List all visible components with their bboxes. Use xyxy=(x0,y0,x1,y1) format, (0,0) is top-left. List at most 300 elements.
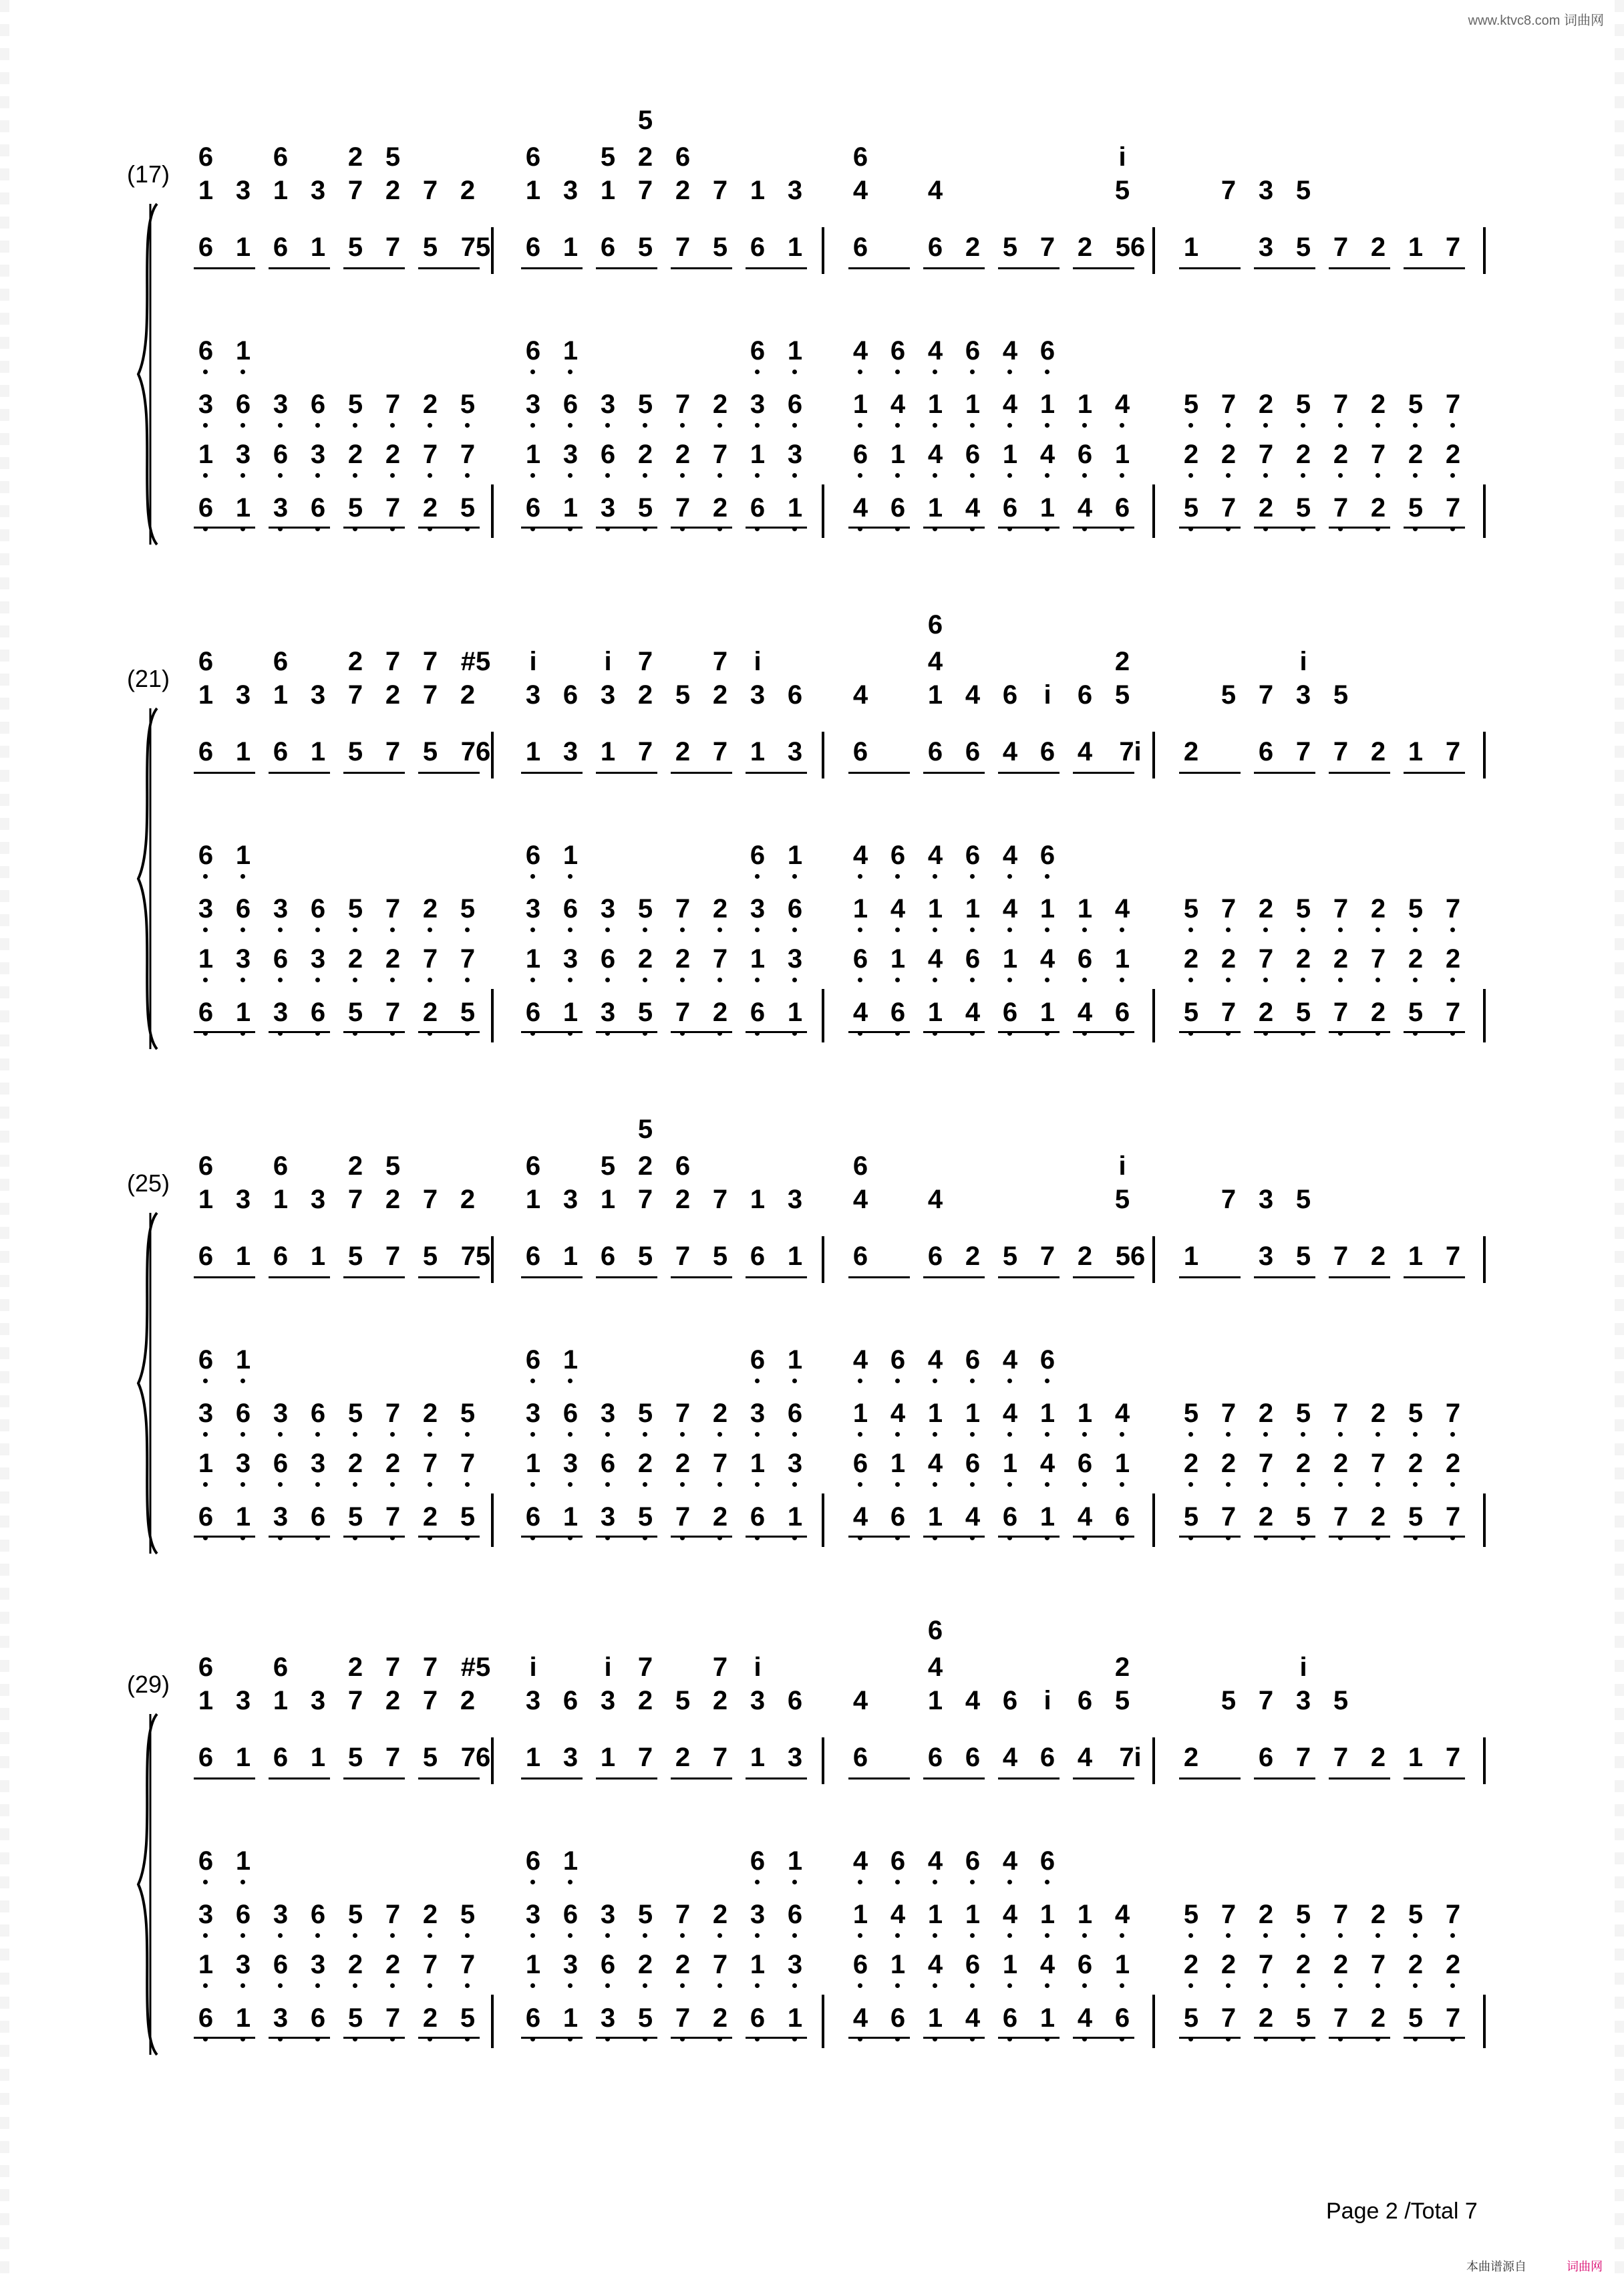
bass-note: 1 xyxy=(525,1950,541,1979)
bass-note: 6 xyxy=(600,440,616,469)
octave-dot xyxy=(933,1379,937,1383)
octave-dot xyxy=(1413,1983,1418,1988)
bass-note: 5 xyxy=(1183,1399,1199,1428)
bass-note: 7 xyxy=(1221,390,1237,419)
bass-note: 6 xyxy=(890,1345,906,1375)
octave-dot xyxy=(1007,1983,1012,1988)
bass-note: 7 xyxy=(712,440,728,469)
bass-beam xyxy=(194,1536,255,1538)
octave-dot xyxy=(605,1432,610,1437)
bass-note: 4 xyxy=(1002,1345,1018,1375)
octave-dot xyxy=(1082,978,1087,982)
treble-note: 2 xyxy=(1077,1242,1093,1271)
treble-note: 6 xyxy=(1002,1686,1018,1715)
bass-note: 1 xyxy=(1114,1449,1130,1478)
octave-dot xyxy=(568,1933,573,1938)
octave-dot xyxy=(970,874,975,879)
treble-note: 6 xyxy=(852,1242,868,1271)
octave-dot xyxy=(755,1880,760,1884)
treble-barline xyxy=(1483,1236,1486,1283)
bass-note: 5 xyxy=(460,2003,476,2033)
octave-dot xyxy=(1375,1432,1380,1437)
octave-dot xyxy=(203,1983,208,1988)
octave-dot xyxy=(970,1983,975,1988)
octave-dot xyxy=(568,978,573,982)
treble-note: 4 xyxy=(852,1185,868,1214)
treble-note: 1 xyxy=(310,737,326,766)
octave-dot xyxy=(717,423,722,428)
treble-note: 1 xyxy=(310,1743,326,1772)
measure-number: (17) xyxy=(127,160,170,188)
bass-note: 1 xyxy=(1077,894,1093,923)
bass-note: 6 xyxy=(1077,944,1093,974)
bass-beam xyxy=(1179,527,1241,529)
bass-note: 5 xyxy=(1295,998,1311,1027)
bass-note: 2 xyxy=(347,1950,363,1979)
octave-dot xyxy=(1007,927,1012,932)
treble-note: 3 xyxy=(600,1686,616,1715)
treble-note: 6 xyxy=(273,1743,289,1772)
treble-barline xyxy=(1152,732,1155,778)
treble-beam xyxy=(1329,267,1390,269)
treble-beam xyxy=(746,1276,807,1278)
octave-dot xyxy=(717,1482,722,1487)
treble-barline xyxy=(1483,1737,1486,1784)
treble-barline xyxy=(491,732,494,778)
bass-note: 6 xyxy=(600,1950,616,1979)
octave-dot xyxy=(755,1933,760,1938)
bass-note: 3 xyxy=(235,440,251,469)
bass-note: 3 xyxy=(273,2003,289,2033)
treble-note: 3 xyxy=(750,1686,766,1715)
bass-beam xyxy=(1254,2037,1315,2039)
treble-beam xyxy=(671,1276,732,1278)
octave-dot xyxy=(278,423,283,428)
bass-note: 3 xyxy=(310,1950,326,1979)
treble-note: 4 xyxy=(1077,1743,1093,1772)
octave-dot xyxy=(278,1983,283,1988)
octave-dot xyxy=(680,1482,685,1487)
octave-dot xyxy=(970,927,975,932)
bass-note: 7 xyxy=(1333,390,1349,419)
bass-note: 6 xyxy=(852,440,868,469)
treble-beam xyxy=(418,772,480,774)
bass-beam xyxy=(1404,527,1465,529)
octave-dot xyxy=(933,1983,937,1988)
treble-note: 5 xyxy=(637,1115,653,1144)
bass-note: 6 xyxy=(273,1449,289,1478)
bass-note: 1 xyxy=(1039,1399,1055,1428)
treble-beam xyxy=(1179,1276,1241,1278)
bass-barline xyxy=(491,484,494,538)
bass-note: 6 xyxy=(310,1399,326,1428)
bass-note: 7 xyxy=(422,1950,438,1979)
treble-beam xyxy=(343,1777,405,1779)
bass-note: 2 xyxy=(422,1399,438,1428)
treble-beam xyxy=(194,267,255,269)
bass-note: 1 xyxy=(1039,998,1055,1027)
treble-beam xyxy=(1073,1276,1134,1278)
bass-note: 4 xyxy=(927,1345,943,1375)
treble-beam xyxy=(746,772,807,774)
octave-dot xyxy=(1338,1983,1343,1988)
source-logo-text: 本曲谱源自 xyxy=(1466,2260,1526,2274)
bass-note: 4 xyxy=(852,1846,868,1876)
bass-note: 7 xyxy=(712,1449,728,1478)
octave-dot xyxy=(1120,1933,1124,1938)
treble-beam xyxy=(1329,772,1390,774)
bass-note: 1 xyxy=(927,390,943,419)
treble-note: 1 xyxy=(750,737,766,766)
bass-note: 4 xyxy=(1002,894,1018,923)
bass-note: 2 xyxy=(1295,944,1311,974)
treble-note: 1 xyxy=(525,176,541,205)
bass-note: 6 xyxy=(890,1846,906,1876)
octave-dot xyxy=(240,927,245,932)
bass-note: 7 xyxy=(1258,1449,1274,1478)
treble-note: 5 xyxy=(1114,680,1130,710)
bass-note: 2 xyxy=(1370,894,1386,923)
bass-note: 6 xyxy=(525,336,541,366)
treble-beam xyxy=(1073,267,1134,269)
bass-beam xyxy=(1179,1536,1241,1538)
bass-beam xyxy=(596,1031,657,1033)
treble-note: #5 xyxy=(460,647,491,676)
octave-dot xyxy=(680,1933,685,1938)
treble-note: 7 xyxy=(1039,233,1055,262)
bass-note: 6 xyxy=(235,1399,251,1428)
bass-note: 1 xyxy=(787,493,803,523)
bass-note: 5 xyxy=(637,1502,653,1532)
bass-note: 6 xyxy=(750,1502,766,1532)
bass-note: 1 xyxy=(1039,1900,1055,1929)
bass-barline xyxy=(1483,1493,1486,1547)
bass-note: 6 xyxy=(1039,336,1055,366)
bass-note: 1 xyxy=(787,998,803,1027)
octave-dot xyxy=(858,423,862,428)
right-edge-decoration xyxy=(1615,0,1624,2284)
treble-note: 3 xyxy=(562,1743,579,1772)
treble-note: i xyxy=(1118,142,1126,172)
treble-note: 6 xyxy=(273,1242,289,1271)
bass-note: 7 xyxy=(1221,2003,1237,2033)
bass-beam xyxy=(848,1536,910,1538)
treble-barline xyxy=(491,1737,494,1784)
treble-barline xyxy=(822,732,824,778)
bass-note: 6 xyxy=(750,998,766,1027)
bass-note: 4 xyxy=(852,1345,868,1375)
treble-note: i xyxy=(1118,1151,1126,1181)
treble-note: 2 xyxy=(675,1743,691,1772)
treble-beam xyxy=(1404,267,1465,269)
treble-note: 5 xyxy=(675,1686,691,1715)
treble-note: 6 xyxy=(562,1686,579,1715)
bass-note: 1 xyxy=(198,1449,214,1478)
treble-note: i xyxy=(604,647,612,676)
bass-note: 3 xyxy=(273,894,289,923)
bass-note: 2 xyxy=(347,440,363,469)
bass-note: 4 xyxy=(890,1399,906,1428)
bass-note: 5 xyxy=(460,1502,476,1532)
bass-note: 6 xyxy=(600,1449,616,1478)
treble-note: 2 xyxy=(385,1185,401,1214)
treble-note: 3 xyxy=(1258,176,1274,205)
treble-beam xyxy=(746,1777,807,1779)
treble-note: 7 xyxy=(712,737,728,766)
octave-dot xyxy=(1188,423,1193,428)
bass-note: 3 xyxy=(787,944,803,974)
bass-note: 6 xyxy=(198,493,214,523)
octave-dot xyxy=(680,978,685,982)
treble-note: 7 xyxy=(1445,1743,1461,1772)
bass-barline xyxy=(491,989,494,1042)
octave-dot xyxy=(933,473,937,478)
bass-note: 6 xyxy=(525,1846,541,1876)
bass-note: 5 xyxy=(1183,390,1199,419)
octave-dot xyxy=(1120,927,1124,932)
bass-note: 4 xyxy=(1002,841,1018,870)
bass-note: 5 xyxy=(1183,1502,1199,1532)
treble-note: 2 xyxy=(347,1151,363,1181)
treble-note: 6 xyxy=(675,142,691,172)
octave-dot xyxy=(240,370,245,374)
bass-barline xyxy=(822,1493,824,1547)
treble-note: 5 xyxy=(347,1242,363,1271)
octave-dot xyxy=(1413,473,1418,478)
octave-dot xyxy=(858,1432,862,1437)
bass-note: 6 xyxy=(310,2003,326,2033)
octave-dot xyxy=(792,423,797,428)
bass-note: 7 xyxy=(1333,1502,1349,1532)
bass-note: 7 xyxy=(1445,894,1461,923)
treble-barline xyxy=(822,227,824,274)
bass-note: 6 xyxy=(1114,998,1130,1027)
treble-note: 5 xyxy=(1333,1686,1349,1715)
octave-dot xyxy=(1226,1933,1231,1938)
treble-note: 6 xyxy=(852,1743,868,1772)
octave-dot xyxy=(1450,1482,1455,1487)
bass-note: 2 xyxy=(385,1449,401,1478)
bass-beam xyxy=(1179,2037,1241,2039)
octave-dot xyxy=(1082,1432,1087,1437)
octave-dot xyxy=(895,927,900,932)
bass-note: 6 xyxy=(965,944,981,974)
bass-note: 1 xyxy=(927,1900,943,1929)
bass-note: 4 xyxy=(1114,1900,1130,1929)
treble-note: 6 xyxy=(965,737,981,766)
octave-dot xyxy=(1413,1482,1418,1487)
treble-note: 6 xyxy=(273,1151,289,1181)
bass-note: 4 xyxy=(927,440,943,469)
octave-dot xyxy=(465,423,470,428)
octave-dot xyxy=(933,978,937,982)
octave-dot xyxy=(755,978,760,982)
treble-note: 6 xyxy=(273,142,289,172)
bass-note: 2 xyxy=(1445,1950,1461,1979)
treble-beam xyxy=(1254,1276,1315,1278)
bass-note: 6 xyxy=(562,1900,579,1929)
treble-note: 7 xyxy=(385,647,401,676)
bass-note: 6 xyxy=(787,1399,803,1428)
octave-dot xyxy=(240,423,245,428)
bass-note: 6 xyxy=(1039,1345,1055,1375)
octave-dot xyxy=(240,1379,245,1383)
treble-note: 75 xyxy=(460,1242,491,1271)
bass-note: 5 xyxy=(637,1900,653,1929)
bass-note: 1 xyxy=(927,1502,943,1532)
treble-note: 6 xyxy=(198,1653,214,1682)
bass-note: 7 xyxy=(385,390,401,419)
treble-note: 1 xyxy=(562,1242,579,1271)
treble-note: 7 xyxy=(422,1653,438,1682)
treble-note: 2 xyxy=(965,1242,981,1271)
measure-number: (25) xyxy=(127,1169,170,1197)
octave-dot xyxy=(315,927,320,932)
treble-note: 1 xyxy=(600,737,616,766)
bass-note: 6 xyxy=(890,2003,906,2033)
treble-note: 5 xyxy=(1114,1185,1130,1214)
bass-beam xyxy=(1073,1536,1134,1538)
bass-note: 3 xyxy=(562,1950,579,1979)
treble-note: i xyxy=(604,1653,612,1682)
bass-note: 7 xyxy=(1221,493,1237,523)
octave-dot xyxy=(605,423,610,428)
treble-note: 1 xyxy=(235,1743,251,1772)
bass-note: 7 xyxy=(1221,1399,1237,1428)
bass-note: 7 xyxy=(675,1399,691,1428)
bass-note: 7 xyxy=(1221,1900,1237,1929)
treble-note: 7 xyxy=(385,737,401,766)
octave-dot xyxy=(353,1933,357,1938)
bass-beam xyxy=(1404,1536,1465,1538)
treble-note: 56 xyxy=(1115,233,1146,262)
octave-dot xyxy=(858,1983,862,1988)
treble-beam xyxy=(521,1276,583,1278)
octave-dot xyxy=(278,1933,283,1938)
bass-note: 2 xyxy=(712,894,728,923)
bass-note: 4 xyxy=(1002,1399,1018,1428)
bass-note: 1 xyxy=(965,894,981,923)
bass-beam xyxy=(521,1536,583,1538)
treble-note: 2 xyxy=(965,233,981,262)
bass-note: 2 xyxy=(1370,998,1386,1027)
bass-beam xyxy=(418,527,480,529)
treble-note: 3 xyxy=(310,1686,326,1715)
octave-dot xyxy=(1082,1983,1087,1988)
bass-note: 7 xyxy=(1333,2003,1349,2033)
bass-beam xyxy=(746,1536,807,1538)
bass-note: 2 xyxy=(1221,440,1237,469)
bass-note: 5 xyxy=(460,493,476,523)
bass-note: 5 xyxy=(637,493,653,523)
bass-note: 5 xyxy=(637,390,653,419)
bass-note: 1 xyxy=(235,841,251,870)
treble-beam xyxy=(269,1777,330,1779)
bass-note: 6 xyxy=(852,1950,868,1979)
treble-note: 7 xyxy=(1445,1242,1461,1271)
treble-note: 5 xyxy=(637,106,653,135)
treble-note: 5 xyxy=(422,233,438,262)
octave-dot xyxy=(895,1432,900,1437)
bass-note: 6 xyxy=(600,944,616,974)
bass-note: 4 xyxy=(1077,1502,1093,1532)
octave-dot xyxy=(530,423,535,428)
treble-note: 5 xyxy=(712,233,728,262)
octave-dot xyxy=(1120,978,1124,982)
bass-note: 6 xyxy=(965,1846,981,1876)
treble-note: 7 xyxy=(422,1686,438,1715)
octave-dot xyxy=(1263,1933,1268,1938)
bass-note: 5 xyxy=(1183,1900,1199,1929)
bass-note: 2 xyxy=(1445,944,1461,974)
treble-note: 5 xyxy=(1295,1242,1311,1271)
octave-dot xyxy=(530,1482,535,1487)
octave-dot xyxy=(1263,1983,1268,1988)
bass-beam xyxy=(1329,1031,1390,1033)
bass-note: 1 xyxy=(890,440,906,469)
treble-barline xyxy=(822,1236,824,1283)
treble-note: 7 xyxy=(1221,1185,1237,1214)
treble-note: 6 xyxy=(1077,680,1093,710)
treble-note: 3 xyxy=(1258,1242,1274,1271)
bass-note: 7 xyxy=(1445,390,1461,419)
octave-dot xyxy=(315,423,320,428)
bass-note: 1 xyxy=(1039,2003,1055,2033)
octave-dot xyxy=(390,1482,395,1487)
bass-note: 7 xyxy=(1445,1399,1461,1428)
bass-note: 5 xyxy=(347,1900,363,1929)
bass-note: 2 xyxy=(1333,440,1349,469)
treble-beam xyxy=(1329,1777,1390,1779)
treble-note: 1 xyxy=(235,233,251,262)
treble-note: 6 xyxy=(750,233,766,262)
bass-note: 2 xyxy=(1408,1950,1424,1979)
bass-beam xyxy=(418,1536,480,1538)
treble-note: i xyxy=(754,647,762,676)
treble-beam xyxy=(848,1276,910,1278)
bass-note: 6 xyxy=(310,493,326,523)
bass-beam xyxy=(194,527,255,529)
bass-note: 7 xyxy=(1221,998,1237,1027)
bass-note: 2 xyxy=(385,1950,401,1979)
treble-note: 4 xyxy=(927,176,943,205)
bass-note: 4 xyxy=(1077,493,1093,523)
bass-note: 4 xyxy=(1039,944,1055,974)
measure-number: (21) xyxy=(127,665,170,692)
treble-note: i xyxy=(1299,1653,1307,1682)
bass-note: 3 xyxy=(562,1449,579,1478)
bass-note: 4 xyxy=(1077,2003,1093,2033)
bass-note: 6 xyxy=(562,894,579,923)
bass-note: 4 xyxy=(852,1502,868,1532)
bass-note: 2 xyxy=(1370,1502,1386,1532)
treble-note: 1 xyxy=(310,1242,326,1271)
bass-note: 1 xyxy=(562,493,579,523)
octave-dot xyxy=(203,1482,208,1487)
octave-dot xyxy=(240,874,245,879)
bass-note: 2 xyxy=(712,2003,728,2033)
treble-note: 5 xyxy=(600,1151,616,1181)
octave-dot xyxy=(240,978,245,982)
bass-note: 2 xyxy=(1258,493,1274,523)
octave-dot xyxy=(933,1880,937,1884)
octave-dot xyxy=(278,473,283,478)
octave-dot xyxy=(315,1432,320,1437)
octave-dot xyxy=(1188,927,1193,932)
octave-dot xyxy=(755,473,760,478)
bass-note: 6 xyxy=(273,944,289,974)
octave-dot xyxy=(643,978,647,982)
